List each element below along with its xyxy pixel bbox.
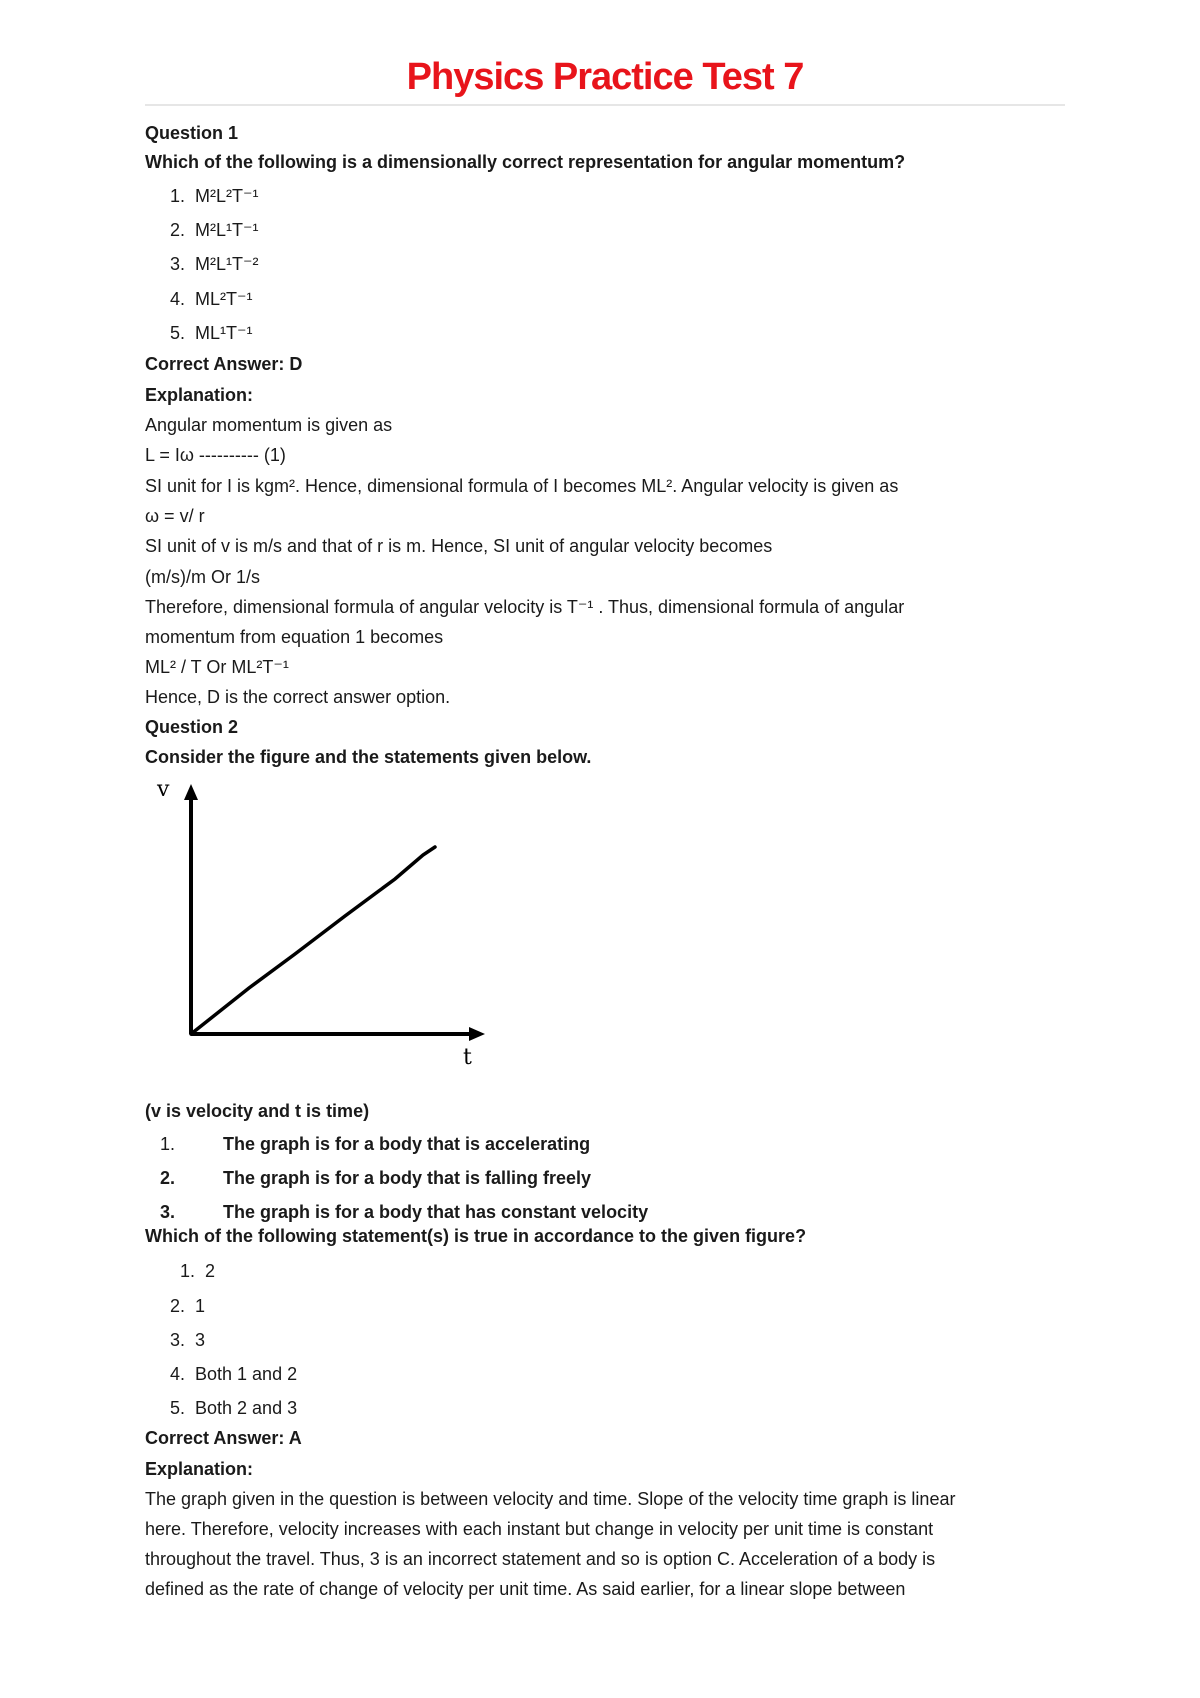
q1-explanation-line: L = Iω ---------- (1): [145, 445, 286, 465]
q1-correct-answer: Correct Answer: D: [145, 354, 303, 374]
page-title: Physics Practice Test 7: [406, 56, 804, 98]
q2-statement: [145, 1201, 648, 1223]
velocity-time-graph: [145, 776, 485, 1066]
option-label: 3: [195, 1330, 206, 1350]
q1-prompt: Which of the following is a dimensionally correct representation for angular momentum?: [145, 152, 906, 172]
q2-explanation-line: here. Therefore, velocity increases with each instant but change in velocity per unit time is constant: [145, 1519, 934, 1539]
title-divider: [145, 104, 1065, 106]
q1-option: [145, 185, 258, 207]
q1-option: [145, 253, 258, 275]
option-number: 5.: [169, 1398, 185, 1418]
option-label: Both 1 and 2: [195, 1364, 298, 1384]
q1-explanation-line: ML² / T Or ML²T⁻¹: [145, 657, 289, 677]
statement-text: The graph is for a body that has constant velocity: [223, 1202, 649, 1222]
option-label: ML¹T⁻¹: [195, 323, 253, 343]
q1-explanation-line: SI unit of v is m/s and that of r is m. Hence, SI unit of angular velocity becomes: [145, 536, 773, 556]
option-label: 1: [195, 1296, 206, 1316]
v-t-line: [191, 847, 435, 1034]
q2-option: [145, 1397, 297, 1419]
q2-prompt: Consider the figure and the statements given below.: [145, 747, 592, 767]
option-number: 5.: [169, 323, 185, 343]
statement-number: 2.: [159, 1168, 175, 1188]
q2-correct-answer: Correct Answer: A: [145, 1428, 302, 1448]
option-label: M²L¹T⁻²: [195, 254, 259, 274]
option-number: 2.: [169, 1296, 185, 1316]
statement-text: The graph is for a body that is accelerating: [223, 1134, 591, 1154]
q2-statement: [145, 1167, 591, 1189]
q1-explanation-line: SI unit for I is kgm². Hence, dimensional formula of I becomes ML². Angular velocity is given as: [145, 476, 899, 496]
q2-question: Which of the following statement(s) is true in accordance to the given figure?: [145, 1226, 807, 1246]
q2-option: [145, 1363, 297, 1385]
graph-caption: (v is velocity and t is time): [145, 1101, 370, 1121]
option-label: Both 2 and 3: [195, 1398, 298, 1418]
q1-explanation-line: Angular momentum is given as: [145, 415, 393, 435]
option-number: 1.: [169, 186, 185, 206]
q2-option: [145, 1295, 205, 1317]
q2-statement: [145, 1133, 590, 1155]
option-number: 4.: [169, 289, 185, 309]
q2-option: [155, 1260, 215, 1282]
q2-explanation-line: defined as the rate of change of velocity per unit time. As said earlier, for a linear slope between: [145, 1579, 906, 1599]
option-number: 4.: [169, 1364, 185, 1384]
q1-explanation-heading: Explanation:: [145, 385, 254, 405]
q1-explanation-line: (m/s)/m Or 1/s: [145, 567, 260, 587]
q2-heading: Question 2: [145, 717, 239, 737]
q1-explanation-line: momentum from equation 1 becomes: [145, 627, 444, 647]
q2-explanation-line: The graph given in the question is between velocity and time. Slope of the velocity time graph is linear: [145, 1489, 956, 1509]
statement-text: The graph is for a body that is falling freely: [223, 1168, 592, 1188]
q1-option: [145, 219, 258, 241]
q2-explanation-heading: Explanation:: [145, 1459, 254, 1479]
option-label: M²L²T⁻¹: [195, 186, 259, 206]
option-number: 1.: [179, 1261, 195, 1281]
option-label: ML²T⁻¹: [195, 289, 253, 309]
y-axis-arrow-icon: [184, 784, 198, 800]
option-number: 2.: [169, 220, 185, 240]
q1-option: [145, 288, 253, 310]
q2-explanation-line: throughout the travel. Thus, 3 is an incorrect statement and so is option C. Acceleration of a body is: [145, 1549, 936, 1569]
statement-number: 3.: [159, 1202, 175, 1222]
option-number: 3.: [169, 254, 185, 274]
option-label: 2: [205, 1261, 216, 1281]
option-number: 3.: [169, 1330, 185, 1350]
y-axis-label: v: [157, 777, 170, 802]
q1-option: [145, 322, 253, 344]
q2-option: [145, 1329, 205, 1351]
statement-number: 1.: [159, 1134, 175, 1154]
q1-explanation-line: Hence, D is the correct answer option.: [145, 687, 451, 707]
q1-heading: Question 1: [145, 123, 239, 143]
q1-explanation-line: ω = v/ r: [145, 506, 205, 526]
x-axis-arrow-icon: [469, 1027, 485, 1041]
q1-explanation-line: Therefore, dimensional formula of angular velocity is T⁻¹ . Thus, dimensional formula of angular: [145, 597, 905, 617]
x-axis-label: t: [463, 1045, 472, 1066]
option-label: M²L¹T⁻¹: [195, 220, 259, 240]
